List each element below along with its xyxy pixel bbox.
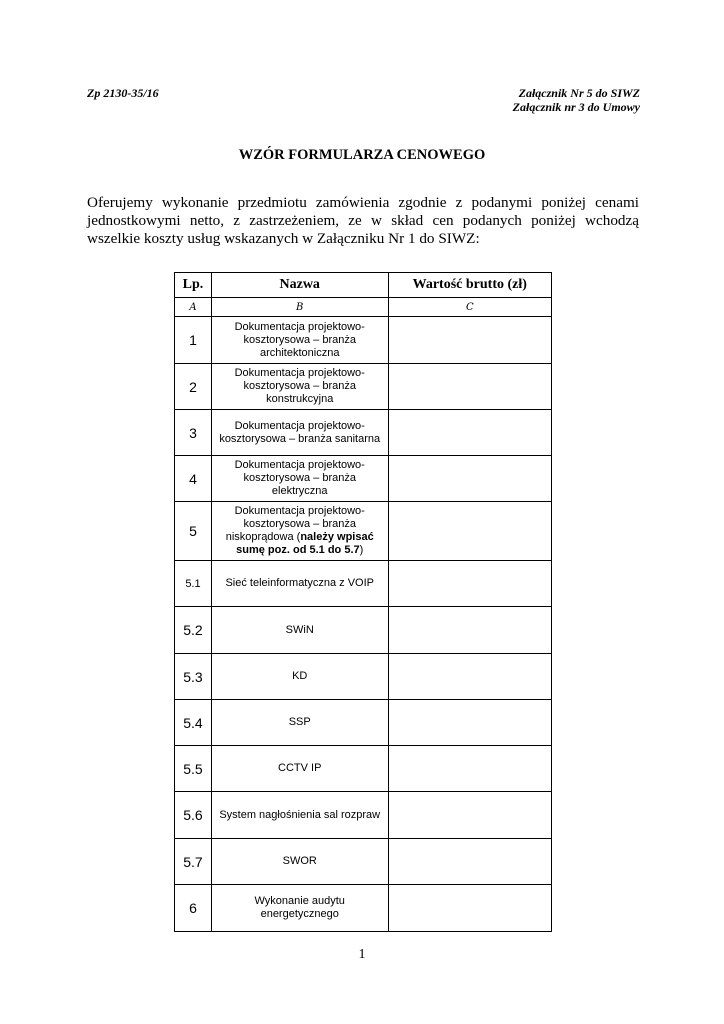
row-value-cell[interactable] [388, 607, 551, 654]
row-lp: 5.6 [175, 792, 212, 839]
row-lp: 1 [175, 317, 212, 364]
row-value-cell[interactable] [388, 317, 551, 364]
row-name: System nagłośnienia sal rozpraw [211, 792, 388, 839]
table-row [175, 561, 552, 607]
row-lp: 3 [175, 410, 212, 456]
header-value: Wartość brutto (zł) [388, 273, 551, 298]
attachment-line-1: Załącznik Nr 5 do SIWZ [518, 86, 640, 100]
row-name: SWOR [211, 839, 388, 885]
row-name: SWiN [211, 607, 388, 654]
column-letter-c: C [388, 298, 551, 317]
row-name: Dokumentacja projektowo-kosztorysowa – branża sanitarna [211, 410, 388, 456]
row-name-text: Dokumentacja projektowo-kosztorysowa – branża niskoprądowa ( [225, 505, 365, 543]
attachment-line-2: Załącznik nr 3 do Umowy [512, 100, 640, 114]
row-value-cell[interactable] [388, 839, 551, 885]
table-row [175, 607, 552, 654]
table-header-row [175, 273, 552, 298]
column-letters-row [175, 298, 552, 317]
table-row [175, 746, 552, 792]
row-name [211, 502, 388, 561]
row-lp: 5.3 [175, 654, 212, 700]
table-row [175, 502, 552, 561]
column-letter-b: B [211, 298, 388, 317]
intro-paragraph: Oferujemy wykonanie przedmiotu zamówienia zgodnie z podanymi poniżej cenami jednostkowymi netto, z zastrzeżeniem, ze w skład cen podanych poniżej wchodzą wszelkie koszty usług wskazanych w Załączniku Nr 1 do SIWZ: [87, 194, 639, 247]
table-row [175, 654, 552, 700]
row-value-cell[interactable] [388, 700, 551, 746]
attachment-info [513, 86, 640, 114]
row-value-cell[interactable] [388, 746, 551, 792]
table-row [175, 885, 552, 932]
column-letter-a: A [175, 298, 212, 317]
table-row [175, 410, 552, 456]
row-value-cell[interactable] [388, 410, 551, 456]
table-row [175, 317, 552, 364]
row-value-cell[interactable] [388, 654, 551, 700]
header-name: Nazwa [211, 273, 388, 298]
row-name-note: należy wpisać sumę poz. od 5.1 do 5.7 [236, 531, 374, 556]
row-value-cell[interactable] [388, 885, 551, 932]
row-lp: 4 [175, 456, 212, 502]
row-value-cell[interactable] [388, 792, 551, 839]
row-lp: 5.2 [175, 607, 212, 654]
row-name: Dokumentacja projektowo-kosztorysowa – branża architektoniczna [211, 317, 388, 364]
row-lp: 2 [175, 364, 212, 410]
row-lp: 5 [175, 502, 212, 561]
row-value-cell[interactable] [388, 502, 551, 561]
row-value-cell[interactable] [388, 456, 551, 502]
table-row [175, 364, 552, 410]
page-number: 1 [358, 947, 366, 962]
row-lp: 5.7 [175, 839, 212, 885]
row-name-close: ) [359, 544, 364, 556]
header-lp: Lp. [175, 273, 212, 298]
row-name: Dokumentacja projektowo-kosztorysowa – branża konstrukcyjna [211, 364, 388, 410]
document-title: WZÓR FORMULARZA CENOWEGO [238, 147, 486, 163]
reference-number: Zp 2130-35/16 [87, 86, 159, 100]
row-lp: 5.5 [175, 746, 212, 792]
row-name: CCTV IP [211, 746, 388, 792]
row-lp: 5.1 [175, 561, 212, 607]
table-row [175, 839, 552, 885]
table-row [175, 700, 552, 746]
row-name: Wykonanie audytu energetycznego [211, 885, 388, 932]
row-name: SSP [211, 700, 388, 746]
row-lp: 5.4 [175, 700, 212, 746]
row-value-cell[interactable] [388, 561, 551, 607]
price-table [174, 272, 552, 932]
row-lp: 6 [175, 885, 212, 932]
row-name: KD [211, 654, 388, 700]
row-name: Sieć teleinformatyczna z VOIP [211, 561, 388, 607]
row-name: Dokumentacja projektowo-kosztorysowa – branża elektryczna [211, 456, 388, 502]
row-value-cell[interactable] [388, 364, 551, 410]
table-row [175, 456, 552, 502]
table-row [175, 792, 552, 839]
